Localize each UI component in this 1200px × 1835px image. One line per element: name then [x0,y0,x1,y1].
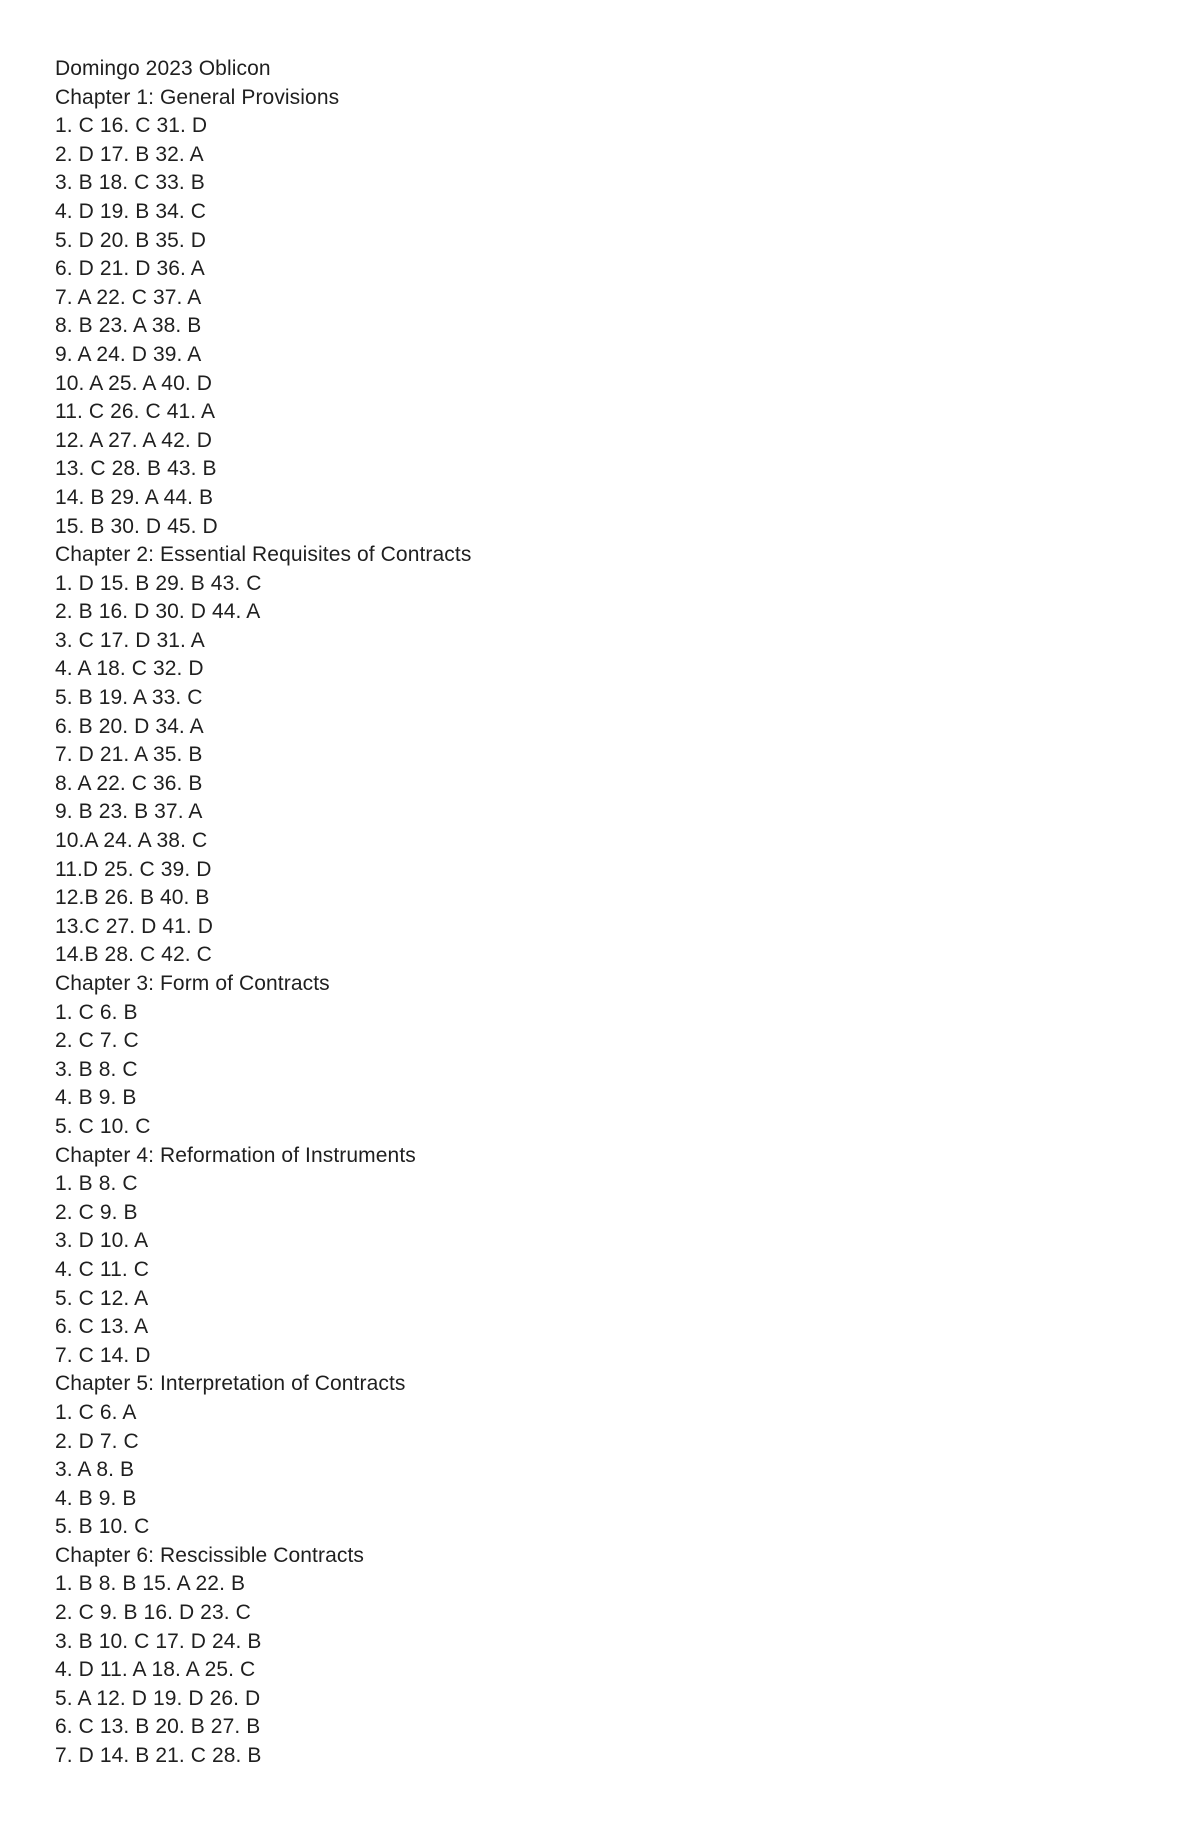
answer-row: 1. C 16. C 31. D [55,114,208,138]
answer-row: 3. B 8. C [55,1057,138,1081]
answer-row: 4. D 19. B 34. C [55,199,207,223]
chapter-heading: Chapter 3: Form of Contracts [55,972,330,995]
chapter-list [55,84,1155,1771]
answer-row: 8. B 23. A 38. B [55,314,202,338]
answer-row: 9. A 24. D 39. A [55,342,202,366]
chapter-section [55,1142,1155,1371]
answer-row: 14. B 29. A 44. B [55,485,214,509]
answer-row: 6. D 21. D 36. A [55,257,205,281]
chapter-section [55,970,1155,1142]
chapter-heading: Chapter 5: Interpretation of Contracts [55,1372,406,1396]
chapter-section [55,1370,1155,1542]
answer-row: 10.A 24. A 38. C [55,829,208,853]
answer-row: 4. B 9. B [55,1486,137,1510]
answer-row: 13.C 27. D 41. D [55,914,214,938]
answer-row: 11. C 26. C 41. A [55,400,216,424]
chapter-heading: Chapter 2: Essential Requisites of Contracts [55,543,472,567]
answer-row: 3. D 10. A [55,1229,149,1253]
answer-row: 4. C 11. C [55,1257,149,1281]
answer-row: 4. B 9. B [55,1086,137,1110]
answer-row: 7. A 22. C 37. A [55,285,202,309]
document-title: Domingo 2023 Oblicon [55,57,271,80]
answer-row: 7. C 14. D [55,1343,151,1367]
answer-row: 5. A 12. D 19. D 26. D [55,1686,261,1710]
answer-row: 13. C 28. B 43. B [55,457,217,481]
answer-row: 11.D 25. C 39. D [55,857,212,881]
answer-row: 2. C 7. C [55,1029,139,1053]
chapter-section [55,541,1155,970]
document-body [55,55,1155,1771]
chapter-heading: Chapter 1: General Provisions [55,85,340,109]
answer-row: 5. C 12. A [55,1286,149,1310]
answer-row: 5. B 19. A 33. C [55,686,203,710]
answer-row: 5. D 20. B 35. D [55,228,207,252]
chapter-heading: Chapter 6: Rescissible Contracts [55,1543,364,1567]
answer-row: 2. C 9. B 16. D 23. C [55,1601,251,1625]
answer-row: 3. B 10. C 17. D 24. B [55,1629,262,1653]
answer-row: 3. C 17. D 31. A [55,628,205,652]
answer-row: 2. D 7. C [55,1429,139,1453]
answer-row: 6. C 13. B 20. B 27. B [55,1715,261,1739]
chapter-section [55,1542,1155,1771]
answer-row: 3. A 8. B [55,1458,135,1482]
answer-row: 4. A 18. C 32. D [55,657,204,681]
answer-row: 9. B 23. B 37. A [55,800,203,824]
answer-row: 2. B 16. D 30. D 44. A [55,600,261,624]
answer-row: 12.B 26. B 40. B [55,886,210,910]
answer-row: 10. A 25. A 40. D [55,371,212,395]
answer-row: 14.B 28. C 42. C [55,943,212,967]
answer-row: 2. D 17. B 32. A [55,142,204,166]
answer-row: 5. B 10. C [55,1515,150,1539]
answer-row: 12. A 27. A 42. D [55,428,212,452]
answer-row: 1. B 8. B 15. A 22. B [55,1572,246,1596]
answer-row: 6. B 20. D 34. A [55,714,204,738]
answer-row: 1. D 15. B 29. B 43. C [55,571,262,595]
answer-row: 7. D 21. A 35. B [55,743,203,767]
chapter-section [55,84,1155,542]
answer-row: 7. D 14. B 21. C 28. B [55,1744,262,1768]
answer-row: 1. B 8. C [55,1172,138,1196]
answer-row: 1. C 6. B [55,1000,138,1024]
answer-row: 5. C 10. C [55,1114,151,1138]
answer-row: 2. C 9. B [55,1200,138,1224]
answer-row: 15. B 30. D 45. D [55,514,218,538]
answer-row: 6. C 13. A [55,1315,149,1339]
answer-row: 8. A 22. C 36. B [55,771,203,795]
answer-row: 3. B 18. C 33. B [55,171,205,195]
answer-row: 1. C 6. A [55,1400,137,1424]
answer-row: 4. D 11. A 18. A 25. C [55,1658,256,1682]
chapter-heading: Chapter 4: Reformation of Instruments [55,1143,416,1167]
